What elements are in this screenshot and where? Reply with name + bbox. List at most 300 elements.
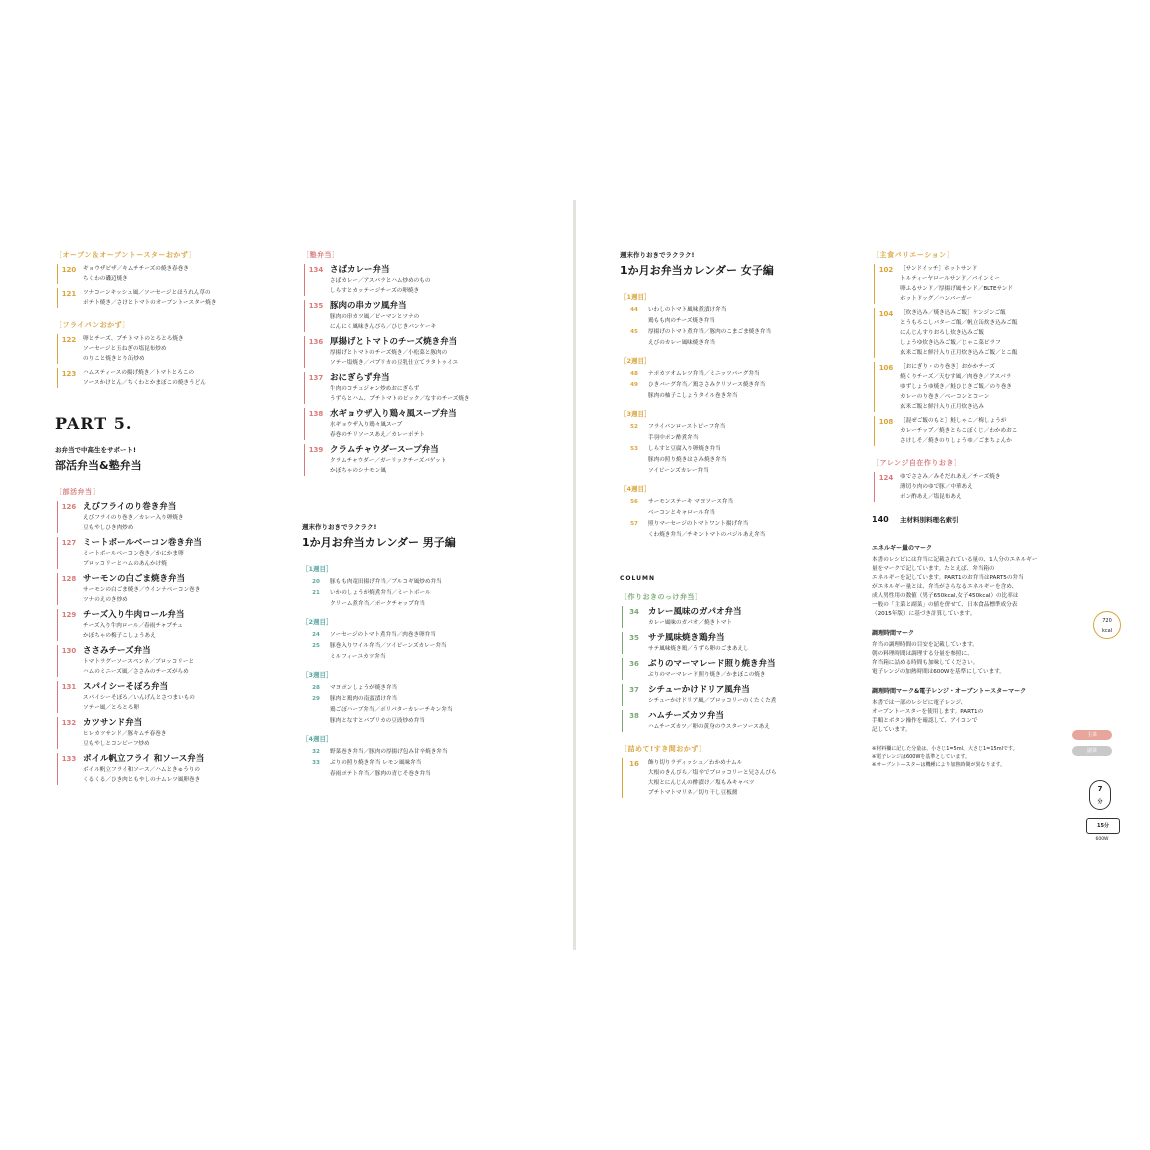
entry-detail: ぶりのマーマレード照り焼き／かまぼこの焼き — [648, 672, 766, 678]
entry-rule — [304, 408, 305, 440]
week-heading — [620, 484, 860, 493]
toc-entry[interactable] — [55, 501, 285, 533]
bracket-right: ］ — [332, 251, 340, 259]
entry-text — [83, 645, 285, 677]
toc-section — [620, 592, 860, 732]
week-label: 3週目 — [308, 671, 327, 679]
entry-detail: プチトマトマリネ／切り干し豆板醤 — [648, 790, 738, 796]
spacer — [302, 488, 552, 522]
toc-entry[interactable] — [55, 334, 285, 364]
week-label: 3週目 — [626, 410, 645, 418]
page-number: 25 — [312, 643, 320, 649]
page-number: 130 — [61, 647, 77, 655]
legend-line: 手順とボタン操作を確認して、アイコンで — [872, 718, 978, 724]
entry-detail: カレー風味のガパオ／焼きトマト — [648, 620, 732, 626]
week-row-text: 照りマーセージのトマトワント揚げ弁当 — [648, 521, 749, 527]
week-row[interactable] — [302, 652, 552, 662]
entry-title: ボイル帆立フライ 和ソース弁当 — [83, 754, 205, 764]
legend-line: エネルギーを記しています。PART1のお弁当はPART5の弁当 — [872, 575, 1024, 581]
week-row-text: 厚揚げのトマト煮弁当／豚肉のこまごま焼き弁当 — [648, 329, 772, 335]
toc-column-1 — [55, 250, 285, 797]
page-number: 36 — [629, 660, 639, 668]
entry-detail: えびフライのり巻き／カレー入り卵焼き — [83, 515, 184, 521]
page-number: 140 — [872, 515, 889, 524]
entry-rule — [874, 264, 875, 304]
bracket-right: ］ — [953, 459, 962, 467]
microwave-badge: 600W — [1095, 837, 1109, 842]
bracket-left: ［ — [620, 357, 627, 365]
week-row[interactable] — [620, 369, 860, 379]
section-heading-text: 作りおきのっけ弁当 — [627, 593, 695, 601]
toc-entry[interactable] — [872, 308, 1082, 358]
entry-text — [83, 368, 285, 388]
legend-line: 記しています。 — [872, 727, 911, 733]
entry-detail: 薄切り肉のゆで豚／中華あえ — [900, 484, 973, 490]
oven-badge: 15分 — [1086, 818, 1120, 834]
entry-rule — [622, 758, 623, 798]
entry-title: 主材料別料理名索引 — [900, 516, 959, 524]
page-number: 37 — [629, 686, 639, 694]
entry-rule — [57, 753, 58, 785]
page-number: 126 — [61, 503, 77, 511]
bracket-right: ］ — [644, 485, 651, 493]
week-row[interactable] — [620, 455, 860, 465]
entry-rule — [57, 717, 58, 749]
week-row-text: 豚肉の柚子こしょうタイル巻き弁当 — [648, 393, 738, 399]
week-row-text: サーモンステーキ マヨソース弁当 — [648, 499, 734, 505]
toc-section — [302, 250, 552, 476]
entry-rule — [57, 609, 58, 641]
kcal-value: 720 — [1102, 618, 1112, 624]
toc-entry[interactable] — [872, 472, 1082, 502]
calendar-title: 1か月お弁当カレンダー 女子編 — [620, 264, 774, 277]
entry-text — [648, 606, 860, 628]
entry-rule — [57, 681, 58, 713]
week-label: 4週目 — [626, 485, 645, 493]
legend-line: 量をマークで記しています。たとえば、弁当箱の — [872, 566, 995, 572]
week-row-text: ひきバーグ弁当／鶏ささみクリソース焼き弁当 — [648, 382, 766, 388]
kcal-badge — [1093, 611, 1121, 639]
toc-entry[interactable] — [872, 362, 1082, 412]
week-row[interactable] — [302, 758, 552, 768]
entry-text — [648, 632, 860, 654]
bracket-left: ［ — [872, 251, 880, 259]
entry-title: カツサンド弁当 — [83, 718, 143, 728]
bracket-right: ］ — [644, 293, 651, 301]
week-row[interactable] — [302, 747, 552, 757]
page-number: 129 — [61, 611, 77, 619]
week-row-text: マヨポンしょうが焼き弁当 — [330, 685, 398, 691]
entry-detail: 水ギョウザ入り鶏々風スープ — [330, 422, 403, 428]
legend-line: 本書のレシピには弁当に記載されている量の、1人分のエネルギー — [872, 557, 1038, 563]
page-number — [620, 466, 648, 476]
legend-line: 成人男性用の数値（男子650kcal,女子450kcal）の比率は — [872, 593, 1019, 599]
toc-entry-index[interactable] — [872, 514, 1082, 526]
footnote: ※材料欄に記した分量は、小さじ1=5ml、大さじ1=15mlです。 — [872, 746, 1018, 752]
toc-entry[interactable] — [302, 300, 552, 332]
page-number: 34 — [629, 608, 639, 616]
page-number: 35 — [629, 634, 639, 642]
bracket-left: ［ — [302, 735, 309, 743]
bracket-left: ［ — [302, 565, 309, 573]
bracket-right: ］ — [326, 735, 333, 743]
week-row[interactable] — [302, 630, 552, 640]
time-unit: 分 — [1097, 799, 1103, 805]
week-row-text: いわしのトマト風味煮漬け弁当 — [648, 307, 727, 313]
week-row[interactable] — [620, 305, 860, 315]
week-row-text: 鶏もも肉のチーズ焼き弁当 — [648, 318, 715, 324]
week-row[interactable] — [620, 380, 860, 390]
legend-title: 調理時間マーク — [872, 630, 915, 637]
entry-detail: ハムのミニーズ風／ささみのチーズがらめ — [83, 669, 189, 675]
entry-rule — [304, 300, 305, 332]
page-number: 123 — [61, 370, 77, 378]
week-row[interactable] — [302, 588, 552, 598]
page-number: 57 — [630, 521, 638, 527]
entry-text — [900, 362, 1082, 412]
week-row[interactable] — [302, 716, 552, 726]
toc-section — [872, 458, 1082, 502]
entry-rule — [57, 645, 58, 677]
calendar-kicker: 週末作りおきでラクラク! — [620, 251, 695, 259]
bracket-left: ［ — [620, 485, 627, 493]
entry-detail: ホットドッグ／ハンバーガー — [900, 296, 972, 302]
entry-detail: ちくわの磯辺焼き — [83, 276, 128, 282]
entry-text — [900, 416, 1082, 446]
entry-detail: ［サンドイッチ］ホットサンド — [900, 266, 978, 272]
week-row[interactable] — [302, 705, 552, 715]
page-number: 131 — [61, 683, 77, 691]
bracket-right: ］ — [698, 745, 707, 753]
page-number — [620, 530, 648, 540]
entry-title: サテ風味焼き鶏弁当 — [648, 633, 725, 643]
toc-entry[interactable] — [620, 684, 860, 706]
entry-rule — [874, 472, 875, 502]
page-number — [302, 599, 330, 609]
entry-rule — [304, 444, 305, 476]
week-row[interactable] — [620, 391, 860, 401]
week-row[interactable] — [620, 316, 860, 326]
page-number: 56 — [630, 499, 638, 505]
entry-rule — [622, 658, 623, 680]
bracket-right: ］ — [326, 671, 333, 679]
entry-detail: 大根のきんぴら／塩辛でブロッコリーと兄さんぴら — [648, 770, 777, 776]
week-row[interactable] — [620, 433, 860, 443]
entry-title: 水ギョウザ入り鶏々風スープ弁当 — [330, 409, 457, 419]
page-number — [302, 716, 330, 726]
entry-title: ハムチーズカツ弁当 — [648, 711, 724, 721]
toc-entry[interactable] — [55, 573, 285, 605]
page-number: 28 — [312, 685, 320, 691]
entry-text — [648, 710, 860, 732]
week-label: 1週目 — [308, 565, 327, 573]
section-heading-text: オーブン＆オーブントースターおかず — [62, 251, 189, 259]
page-number — [302, 652, 330, 662]
entry-detail: さけしそ／焼きのりしょうゆ／ごまちょんか — [900, 438, 1012, 444]
entry-title: ささみチーズ弁当 — [83, 646, 151, 656]
entry-detail: ハムスティースの揚げ焼き／トマトとろこの — [83, 370, 195, 376]
page-number: 102 — [878, 266, 894, 274]
toc-entry[interactable] — [302, 408, 552, 440]
entry-detail: しらすとカッテージチーズの卵焼き — [330, 288, 420, 294]
week-row[interactable] — [620, 422, 860, 432]
toc-entry[interactable] — [55, 681, 285, 713]
entry-text — [648, 758, 860, 798]
week-row[interactable] — [620, 497, 860, 507]
entry-detail: さばカレー／アスパラとハム炒めのもの — [330, 278, 431, 284]
entry-detail: トルティーヤロールサンド／バインミー — [900, 276, 1000, 282]
week-row[interactable] — [620, 327, 860, 337]
entry-detail: にんじんすりおろし炊き込みご飯 — [900, 330, 984, 336]
page-number: 137 — [308, 374, 324, 382]
week-heading — [620, 409, 860, 418]
toc-section — [872, 250, 1082, 446]
entry-detail: ソテー風／とろとろ卵 — [83, 705, 139, 711]
entry-title: ミートボールベーコン巻き弁当 — [83, 538, 202, 548]
entry-text — [330, 336, 552, 368]
toc-entry[interactable] — [302, 444, 552, 476]
week-row[interactable] — [302, 577, 552, 587]
page-number: 124 — [878, 474, 894, 482]
entry-detail: ソースかけとん／ちくわとかまぼこの焼きうどん — [83, 380, 206, 386]
page-number: 132 — [61, 719, 77, 727]
week-row[interactable] — [620, 338, 860, 348]
week-row[interactable] — [620, 444, 860, 454]
entry-detail: 玄米ご飯と鮮汁入り正月炊き込みご飯／とこ飯 — [900, 350, 1018, 356]
bracket-left: ［ — [620, 593, 628, 601]
section-heading-text: 塾弁当 — [309, 251, 332, 259]
entry-detail: クラムチャウダー／ガーリックチーズバゲット — [330, 458, 447, 464]
bracket-right: ］ — [122, 321, 130, 329]
entry-detail: ［おにぎり・のり巻き］おかかチーズ — [900, 364, 995, 370]
entry-detail: ツナコーンキッシュ風／ソーセージとほうれん草の — [83, 290, 211, 296]
entry-detail: ソーセージと玉ねぎの塩昆布炒め — [83, 346, 167, 352]
entry-title: サーモンの白ごま焼き弁当 — [83, 574, 186, 584]
entry-detail: サーモンの白ごま焼き／ウインナベーコン巻き — [83, 587, 201, 593]
entry-rule — [304, 336, 305, 368]
week-heading — [620, 356, 860, 365]
section-heading-text: 部活弁当 — [62, 488, 93, 496]
week-row-text: 野菜巻き弁当／豚肉の厚揚げ包み甘辛焼き弁当 — [330, 749, 448, 755]
entry-rule — [622, 632, 623, 654]
entry-text — [330, 444, 552, 476]
page-number: 49 — [630, 382, 638, 388]
entry-detail: ソテー塩焼き／パプリカの豆乳仕立てラタトゥイユ — [330, 360, 458, 366]
entry-text — [83, 537, 285, 569]
week-row[interactable] — [302, 694, 552, 704]
legend-line: 弁当箱に詰める時間も加味してください。 — [872, 660, 979, 666]
legend-line: がエネルギー量とは、弁当がさらなるエネルギーを含め、 — [872, 584, 1018, 590]
entry-detail: 卵ふるサンド／厚揚げ風サンド／BLTEサンド — [900, 286, 1013, 292]
calendar-kicker: 週末作りおきでラクラク! — [302, 523, 377, 531]
part-heading: PART 5. — [55, 414, 133, 433]
bracket-left: ［ — [55, 488, 63, 496]
week-row[interactable] — [302, 683, 552, 693]
entry-detail: ギョウザピザ／キムチチーズの焼き春巻き — [83, 266, 189, 272]
bracket-left: ［ — [302, 251, 310, 259]
entry-text — [330, 372, 552, 404]
bracket-left: ［ — [620, 745, 628, 753]
calendar-title: 1か月お弁当カレンダー 男子編 — [302, 536, 456, 549]
entry-rule — [874, 416, 875, 446]
entry-title: カレー風味のガパオ弁当 — [648, 607, 742, 617]
toc-entry[interactable] — [55, 645, 285, 677]
page-number: 134 — [308, 266, 324, 274]
toc-entry[interactable] — [620, 758, 860, 798]
week-row[interactable] — [620, 530, 860, 540]
entry-detail: ミートボールベーコン巻き／かにかま卵 — [83, 551, 184, 557]
entry-text — [83, 501, 285, 533]
entry-rule — [874, 362, 875, 412]
toc-entry[interactable] — [55, 753, 285, 785]
legend-title: 調理時間マーク&電子レンジ・オーブントースターマーク — [872, 688, 1027, 695]
page-number: 139 — [308, 446, 324, 454]
entry-text — [83, 753, 285, 785]
week-row-text: ミルフィーユカツ弁当 — [330, 654, 386, 660]
toc-entry[interactable] — [302, 264, 552, 296]
toc-entry[interactable] — [55, 537, 285, 569]
entry-rule — [304, 372, 305, 404]
entry-detail: カレーのり巻き／ベーコンとコーン — [900, 394, 990, 400]
bracket-left: ［ — [302, 618, 309, 626]
week-row[interactable] — [620, 519, 860, 529]
section-heading — [620, 592, 860, 602]
toc-entry[interactable] — [620, 658, 860, 680]
entry-detail: 豚肉の串カツ風／ピーマンとツナの — [330, 314, 420, 320]
entry-detail: 豆もやしとコンビーフ炒め — [83, 741, 150, 747]
entry-detail: かぼちゃのシナモン風 — [330, 468, 386, 474]
toc-entry[interactable] — [872, 264, 1082, 304]
section-heading — [620, 744, 860, 754]
week-row-text: 鶏ごぼハーブ弁当／ポリパターカレーチキン弁当 — [330, 707, 453, 713]
entry-detail: 大根とにんじんの酢漬け／塩もみキャベツ — [648, 780, 755, 786]
week-label: 4週目 — [308, 735, 327, 743]
entry-detail: スパイシーそぼろ／いんげんとさつまいもの — [83, 695, 195, 701]
toc-entry[interactable] — [620, 632, 860, 654]
entry-detail: 豆もやしひき肉炒め — [83, 525, 134, 531]
entry-detail: にんにく風味きんぴら／ひじきパンケーキ — [330, 324, 437, 330]
toc-entry[interactable] — [55, 717, 285, 749]
toc-entry[interactable] — [55, 368, 285, 388]
entry-detail: ポテト焼き／さけとトマトのオーブントースター焼き — [83, 300, 217, 306]
entry-detail: 焼くりチーズ／天むす風／肉巻き／アスパラ — [900, 374, 1012, 380]
week-heading — [302, 670, 552, 679]
week-row[interactable] — [302, 599, 552, 609]
time-value: 7 — [1097, 785, 1103, 793]
week-row-text: 豚もも肉竜田揚げ弁当／ブルコギ風炒め弁当 — [330, 579, 442, 585]
entry-detail: ツナのえのき炒め — [83, 597, 128, 603]
week-row-text: 春雨ポテト弁当／豚肉の青じそ巻き弁当 — [330, 771, 431, 777]
page-number: 16 — [629, 760, 639, 768]
entry-text — [83, 681, 285, 713]
section-heading-text: アレンジ自在作りおき — [879, 459, 954, 467]
entry-title: ぶりのマーマレード照り焼き弁当 — [648, 659, 776, 669]
entry-detail: くるくる／ひき肉ともやしのナムレツ風卵巻き — [83, 777, 201, 783]
week-row[interactable] — [302, 769, 552, 779]
toc-entry[interactable] — [55, 264, 285, 284]
toc-entry[interactable] — [55, 609, 285, 641]
bracket-right: ］ — [644, 410, 651, 418]
entry-detail: カレーチップ／焼きとらこぼくじ／わかめおこ — [900, 428, 1018, 434]
legend-block — [872, 544, 1082, 619]
entry-text — [83, 717, 285, 749]
entry-detail: 春巻のチリソースあえ／カレーポテト — [330, 432, 425, 438]
page-number: 52 — [630, 424, 638, 430]
week-row[interactable] — [302, 641, 552, 651]
entry-detail: とうもろこしバターご飯／帆立缶炊き込みご飯 — [900, 320, 1018, 326]
section-heading-text: フライパンおかず — [62, 321, 123, 329]
toc-entry[interactable] — [872, 416, 1082, 446]
entry-text — [648, 684, 860, 706]
entry-rule — [57, 334, 58, 364]
entry-text — [330, 264, 552, 296]
toc-entry[interactable] — [302, 336, 552, 368]
entry-title: チーズ入り牛肉ロール弁当 — [83, 610, 185, 620]
toc-entry[interactable] — [620, 606, 860, 628]
spacer — [620, 541, 860, 569]
page-number: 138 — [308, 410, 324, 418]
page-number: 29 — [312, 696, 320, 702]
week-row-text: 豚肉と鶏肉の南蛮漬け弁当 — [330, 696, 398, 702]
page-number: 120 — [61, 266, 77, 274]
page-number: 128 — [61, 575, 77, 583]
toc-section — [55, 250, 285, 308]
entry-title: さばカレー弁当 — [330, 265, 390, 275]
week-heading — [302, 617, 552, 626]
page-number: 33 — [312, 760, 320, 766]
section-heading-text: 主食バリエーション — [879, 251, 947, 259]
week-row-text: クリーム煮弁当／ポークチャップ弁当 — [330, 601, 425, 607]
page-number: 127 — [61, 539, 77, 547]
toc-column-4 — [872, 250, 1082, 769]
section-heading — [302, 250, 552, 260]
entry-detail: トマトラグーソースペンネ／ブロッコリーと — [83, 659, 195, 665]
entry-detail: ゆずしょうゆ焼き／鮭ひじきご飯／のり巻き — [900, 384, 1012, 390]
toc-section — [55, 487, 285, 785]
page-number — [620, 433, 648, 443]
side-dish-badge: 副菜 — [1072, 746, 1112, 756]
entry-detail: かぼちゃの梅子こしょうあえ — [83, 633, 156, 639]
entry-title: スパイシーそぼろ弁当 — [83, 682, 169, 692]
page-number: 45 — [630, 329, 638, 335]
section-heading — [872, 250, 1082, 260]
toc-entry[interactable] — [55, 288, 285, 308]
week-row-text: ベーコンとキャロール弁当 — [648, 510, 716, 516]
page-number — [620, 316, 648, 326]
page-number: 135 — [308, 302, 324, 310]
toc-entry[interactable] — [302, 372, 552, 404]
page-number: 108 — [878, 418, 894, 426]
bracket-right: ］ — [644, 357, 651, 365]
entry-text — [83, 573, 285, 605]
entry-detail: チーズ入り牛肉ロール／春雨チャプチェ — [83, 623, 183, 629]
week-row[interactable] — [620, 508, 860, 518]
entry-text — [900, 308, 1082, 358]
entry-text — [900, 472, 1082, 502]
footnote: ※電子レンジは600Wを基準としています。 — [872, 754, 971, 760]
week-row[interactable] — [620, 466, 860, 476]
entry-text — [330, 300, 552, 332]
entry-detail: ブロッコリーとハムのあんかけ焼 — [83, 561, 167, 567]
toc-entry[interactable] — [620, 710, 860, 732]
week-label: 1週目 — [626, 293, 645, 301]
week-row-text: えびのカレー風味焼き弁当 — [648, 340, 716, 346]
entry-detail: ［混ぜご飯のもと］鮭しゃこ／梅しょうが — [900, 418, 1007, 424]
legend-line: 本書では一部のレシピに電子レンジ、 — [872, 700, 967, 706]
week-row-text: 手羽中ポン酢煮弁当 — [648, 435, 699, 441]
entry-rule — [304, 264, 305, 296]
entry-text — [83, 264, 285, 284]
